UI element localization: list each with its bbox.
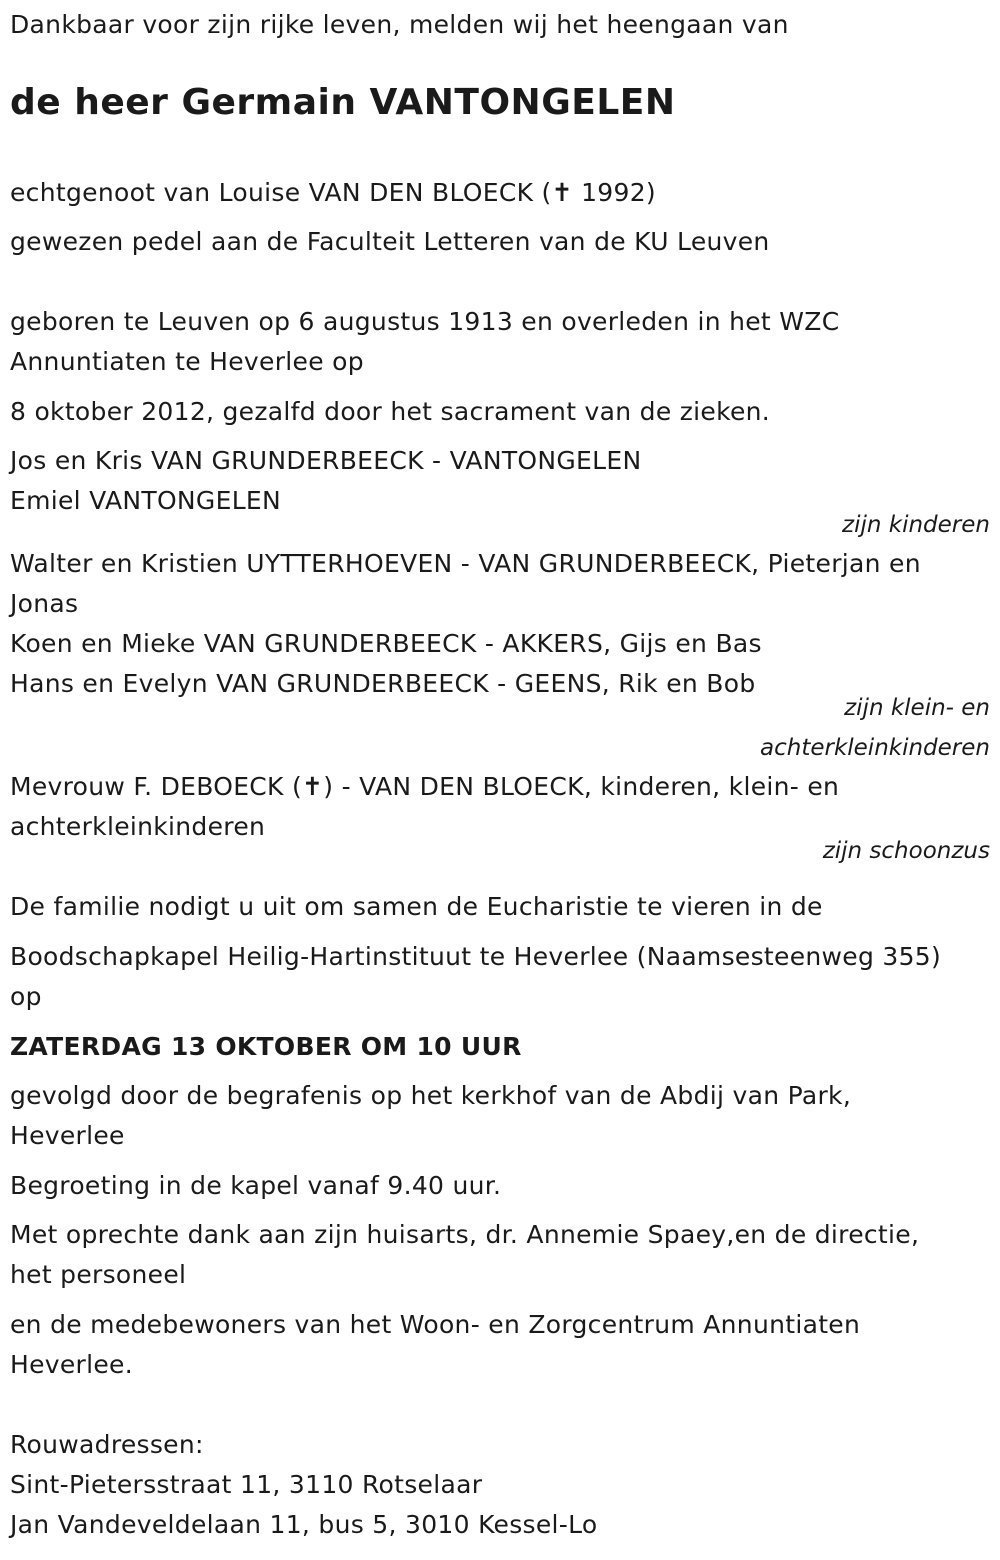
grandchild-line: Koen en Mieke VAN GRUNDERBEECK - AKKERS, Gijs en Bas	[10, 629, 762, 658]
grandchild-line: Walter en Kristien UYTTERHOEVEN - VAN GRUNDERBEECK, Pieterjan en	[10, 549, 921, 578]
spouse-text: echtgenoot van Louise VAN DEN BLOECK (✝ 1992)	[10, 178, 656, 207]
burial-line-2: Heverlee	[10, 1121, 125, 1150]
grandchild-line: Hans en Evelyn VAN GRUNDERBEECK - GEENS, Rik en Bob	[10, 669, 756, 698]
address-line: Jan Vandeveldelaan 11, bus 5, 3010 Kessel-Lo	[10, 1510, 598, 1539]
grandchildren-role-label-line-1: zijn klein- en	[844, 695, 990, 721]
thanks-line-4: Heverlee.	[10, 1350, 133, 1379]
sister-in-law-line: Mevrouw F. DEBOECK (✝) - VAN DEN BLOECK, kinderen, klein- en	[10, 772, 840, 801]
sister-in-law-line: achterkleinkinderen	[10, 812, 266, 841]
occupation-text: gewezen pedel aan de Faculteit Letteren van de KU Leuven	[10, 227, 770, 256]
sister-in-law-role-label: zijn schoonzus	[822, 838, 990, 864]
grandchild-line: Jonas	[10, 589, 79, 618]
thanks-line-3: en de medebewoners van het Woon- en Zorgcentrum Annuntiaten	[10, 1310, 861, 1339]
greeting-text: Begroeting in de kapel vanaf 9.40 uur.	[10, 1171, 502, 1200]
children-role-label: zijn kinderen	[842, 512, 990, 538]
addresses-heading: Rouwadressen:	[10, 1430, 204, 1459]
thanks-line-1: Met oprechte dank aan zijn huisarts, dr. Annemie Spaey,en de directie,	[10, 1220, 920, 1249]
service-date: ZATERDAG 13 OKTOBER OM 10 UUR	[10, 1032, 522, 1061]
birth-text-line-1: geboren te Leuven op 6 augustus 1913 en overleden in het WZC	[10, 307, 840, 336]
intro-text: Dankbaar voor zijn rijke leven, melden wij het heengaan van	[10, 10, 789, 39]
invitation-line-3: op	[10, 982, 42, 1011]
invitation-line-2: Boodschapkapel Heilig-Hartinstituut te Heverlee (Naamsesteenweg 355)	[10, 942, 942, 971]
child-line: Emiel VANTONGELEN	[10, 486, 282, 515]
deceased-name-title: de heer Germain VANTONGELEN	[10, 82, 676, 123]
invitation-line-1: De familie nodigt u uit om samen de Eucharistie te vieren in de	[10, 892, 823, 921]
address-line: Sint-Pietersstraat 11, 3110 Rotselaar	[10, 1470, 483, 1499]
death-text: 8 oktober 2012, gezalfd door het sacrament van de zieken.	[10, 397, 771, 426]
burial-line-1: gevolgd door de begrafenis op het kerkhof van de Abdij van Park,	[10, 1081, 852, 1110]
grandchildren-role-label-line-2: achterkleinkinderen	[760, 735, 990, 761]
thanks-line-2: het personeel	[10, 1260, 187, 1289]
birth-text-line-2: Annuntiaten te Heverlee op	[10, 347, 364, 376]
child-line: Jos en Kris VAN GRUNDERBEECK - VANTONGELEN	[10, 446, 642, 475]
